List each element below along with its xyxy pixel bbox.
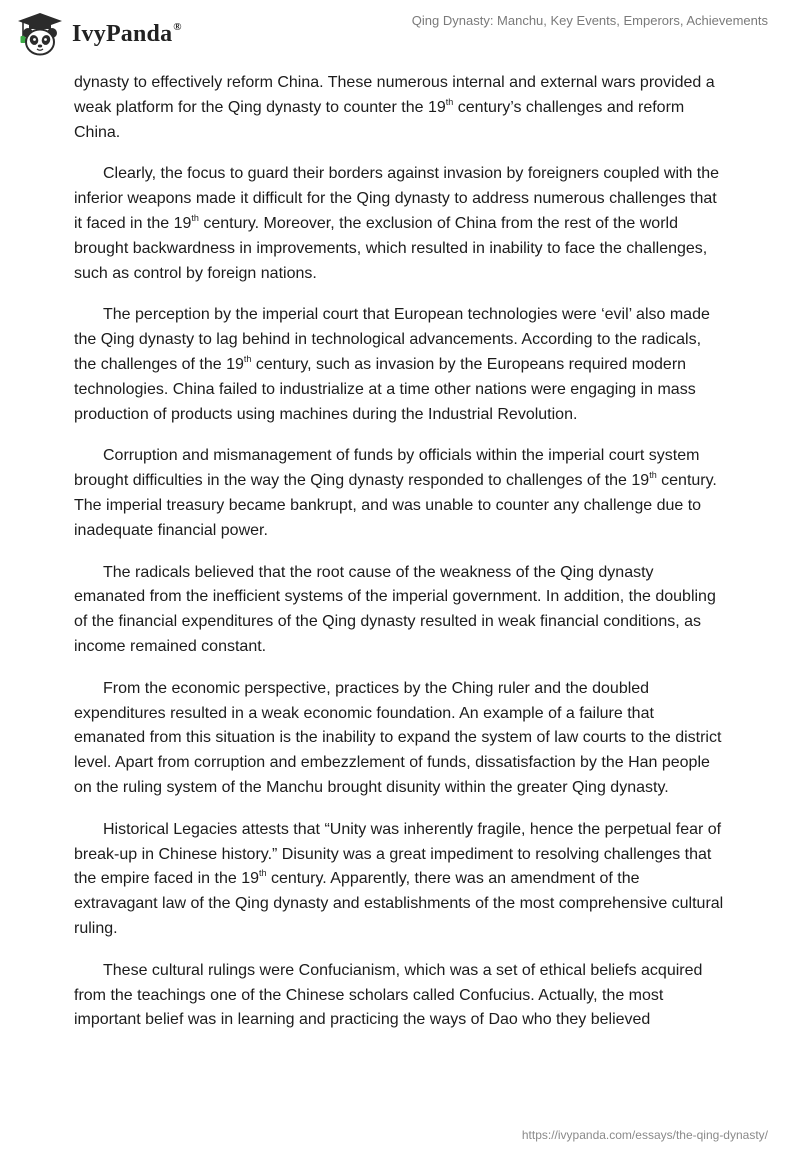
essay-paragraph: [74, 677, 726, 801]
ivypanda-logo[interactable]: [14, 10, 182, 58]
paragraph-text: Historical Legacies attests that “Unity was inherently fragile, hence the perpetual fear of break-up in Chinese history.” Disunity was a great impediment to resolving challenges that the empire faced in the 19: [74, 820, 722, 888]
paragraph-text: Clearly, the focus to guard their borders against invasion by foreigners coupled with the inferior weapons made it difficult for the Qing dynasty to address numerous challenges that it faced in the 19: [74, 165, 720, 232]
paragraph-text: century, such as invasion by the Europeans required modern technologies. China failed to industrialize at a time other nations were engaging in mass production of products using machines during the Industrial Revolution.: [74, 355, 696, 423]
essay-body: [74, 71, 726, 1033]
ordinal-superscript: th: [445, 96, 454, 107]
essay-paragraph: [74, 71, 726, 145]
ordinal-superscript: th: [191, 212, 199, 223]
ordinal-superscript: th: [259, 868, 267, 879]
document-title: Qing Dynasty: Manchu, Key Events, Emperors, Achievements: [411, 13, 768, 28]
registered-mark: ®: [173, 20, 182, 33]
paragraph-text: The perception by the imperial court that European technologies were ‘evil’ also made the Qing dynasty to lag behind in technological advancements. According to the radicals, the challenges of the 19: [74, 306, 710, 373]
essay-paragraph: [74, 162, 726, 286]
paragraph-text: From the economic perspective, practices by the Ching ruler and the doubled expenditures resulted in a weak economic foundation. An example of a failure that emanated from this situation is the inability to expand the system of law courts to the district level. Apart from corruption and embezzlement of funds, dissatisfaction by the Han people on the ruling system of the Manchu brought disunity within the greater Qing dynasty.: [74, 679, 722, 796]
ordinal-superscript: th: [243, 353, 252, 364]
page-header: [0, 0, 800, 66]
essay-paragraph: [74, 959, 726, 1033]
paragraph-text: These cultural rulings were Confucianism, which was a set of ethical beliefs acquired from the teachings one of the Chinese scholars called Confucius. Actually, the most important belief was in learning and practicing the ways of Dao who they believed: [74, 961, 703, 1029]
paragraph-text: century. The imperial treasury became bankrupt, and was unable to counter any challenge due to inadequate financial power.: [74, 472, 717, 539]
essay-paragraph: [74, 444, 726, 543]
paragraph-text: Corruption and mismanagement of funds by officials within the imperial court system brought difficulties in the way the Qing dynasty responded to challenges of the 19: [74, 447, 700, 490]
source-url[interactable]: https://ivypanda.com/essays/the-qing-dynasty/: [521, 1128, 768, 1142]
paragraph-text: century’s challenges and reform China.: [74, 98, 685, 141]
panda-graduate-icon: [14, 11, 66, 57]
paragraph-text: century. Moreover, the exclusion of China from the rest of the world brought backwardness in improvements, which resulted in inability to face the challenges, such as control by foreign nations.: [74, 214, 708, 282]
essay-paragraph: [74, 561, 726, 660]
essay-paragraph: [74, 303, 726, 427]
ordinal-superscript: th: [649, 470, 657, 481]
brand-name: IvyPanda®: [72, 20, 182, 47]
paragraph-text: The radicals believed that the root cause of the weakness of the Qing dynasty emanated from the inefficient systems of the imperial government. In addition, the doubling of the financial expenditures of the Qing dynasty resulted in weak financial conditions, as income remained constant.: [74, 563, 716, 655]
paragraph-text: dynasty to effectively reform China. These numerous internal and external wars provided a weak platform for the Qing dynasty to counter the 19: [74, 74, 715, 116]
paragraph-text: century. Apparently, there was an amendment of the extravagant law of the Qing dynasty and establishments of the most comprehensive cultural ruling.: [74, 870, 724, 937]
essay-paragraph: [74, 818, 726, 942]
